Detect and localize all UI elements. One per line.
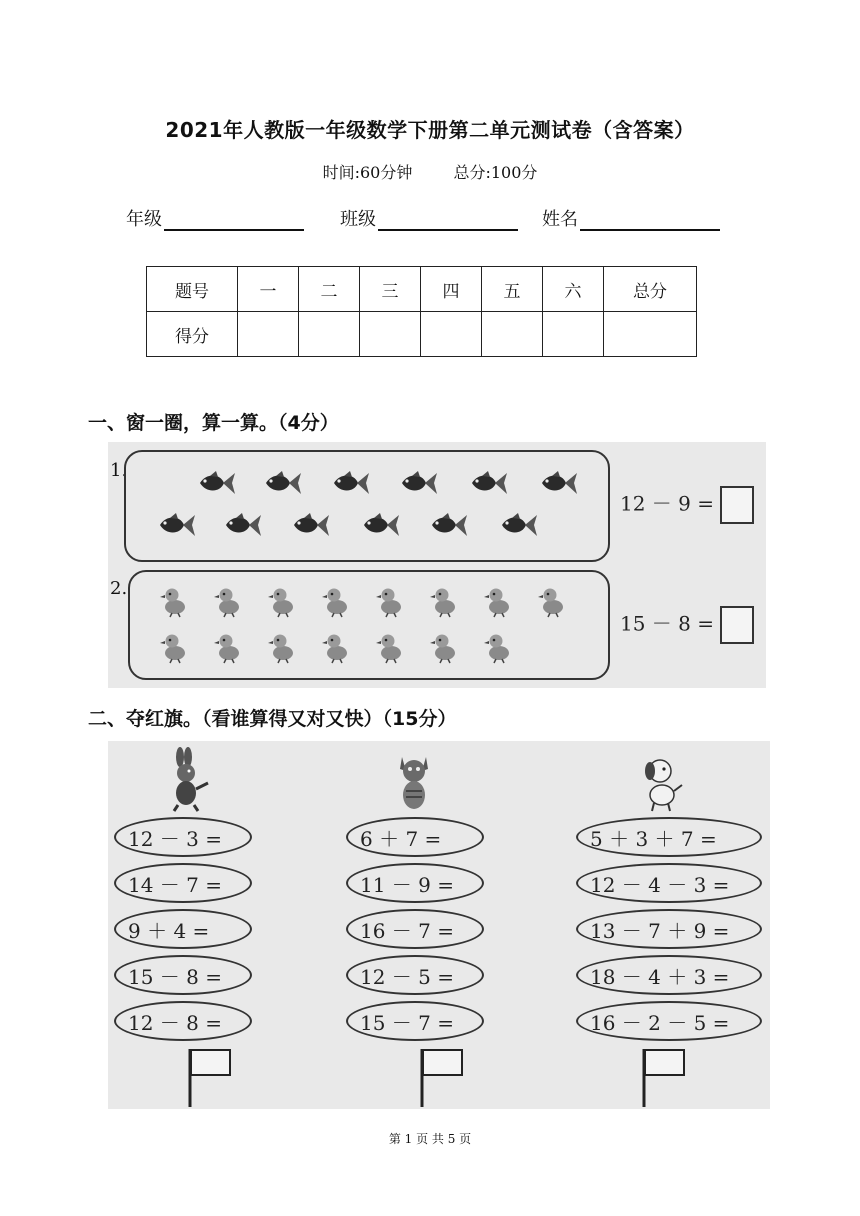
- header-cell: 一: [238, 267, 299, 312]
- problem-oval[interactable]: 18 － 4 ＋ 3 =: [576, 955, 762, 995]
- duck-icon: [212, 584, 246, 618]
- problem-oval[interactable]: 11 － 9 =: [346, 863, 484, 903]
- grade-label: 年级: [126, 209, 162, 230]
- score-table-score-row: [147, 312, 697, 357]
- equation-2: [620, 606, 754, 644]
- equation-1: [620, 486, 754, 524]
- duck-icon: [374, 584, 408, 618]
- duck-icon: [266, 584, 300, 618]
- class-label: 班级: [340, 209, 376, 230]
- fish-group-box: [124, 450, 610, 562]
- problem-oval[interactable]: 13 － 7 ＋ 9 =: [576, 909, 762, 949]
- duck-icon: [482, 584, 516, 618]
- equation-text: 12 － 9 =: [620, 491, 715, 516]
- score-cell[interactable]: [543, 312, 604, 357]
- grade-blank[interactable]: [164, 209, 304, 231]
- duck-icon: [428, 630, 462, 664]
- duck-icon: [320, 584, 354, 618]
- problem-oval[interactable]: 12 － 4 － 3 =: [576, 863, 762, 903]
- fish-icon: [262, 470, 302, 496]
- fish-icon: [330, 470, 370, 496]
- fish-icon: [498, 512, 538, 538]
- section-1-heading: 一、窗一圈，算一算。（4分）: [88, 412, 339, 434]
- duck-icon: [158, 630, 192, 664]
- fish-icon: [538, 470, 578, 496]
- name-blank[interactable]: [580, 209, 720, 231]
- problem-oval[interactable]: 6 ＋ 7 =: [346, 817, 484, 857]
- score-table: [146, 266, 697, 357]
- total-score: 总分:100分: [453, 163, 538, 182]
- problem-oval[interactable]: 15 － 7 =: [346, 1001, 484, 1041]
- problem-oval[interactable]: 12 － 3 =: [114, 817, 252, 857]
- duck-icon: [374, 630, 408, 664]
- header-cell: 四: [421, 267, 482, 312]
- duck-icon: [320, 630, 354, 664]
- score-cell[interactable]: [604, 312, 697, 357]
- problem-oval[interactable]: 9 ＋ 4 =: [114, 909, 252, 949]
- name-field: [542, 205, 720, 231]
- problem-oval[interactable]: 12 － 5 =: [346, 955, 484, 995]
- header-cell: 总分: [604, 267, 697, 312]
- row-label: 得分: [147, 312, 238, 357]
- fish-icon: [360, 512, 400, 538]
- duck-icon: [158, 584, 192, 618]
- problem-oval[interactable]: 16 － 2 － 5 =: [576, 1001, 762, 1041]
- fish-icon: [428, 512, 468, 538]
- row-number: 2.: [110, 578, 128, 599]
- rabbit-icon: [156, 747, 216, 813]
- answer-box[interactable]: [720, 486, 754, 524]
- fish-icon: [398, 470, 438, 496]
- header-cell: 题号: [147, 267, 238, 312]
- fish-icon: [290, 512, 330, 538]
- fish-icon: [156, 512, 196, 538]
- class-field: [340, 205, 518, 231]
- fish-icon: [468, 470, 508, 496]
- score-cell[interactable]: [238, 312, 299, 357]
- cat-icon: [384, 747, 444, 813]
- section-2-heading: 二、夺红旗。（看谁算得又对又快）（15分）: [88, 708, 457, 730]
- section-2-photo: [108, 741, 770, 1109]
- header-cell: 二: [299, 267, 360, 312]
- header-cell: 六: [543, 267, 604, 312]
- problem-oval[interactable]: 5 ＋ 3 ＋ 7 =: [576, 817, 762, 857]
- score-cell[interactable]: [299, 312, 360, 357]
- class-blank[interactable]: [378, 209, 518, 231]
- duck-icon: [212, 630, 246, 664]
- problem-oval[interactable]: 16 － 7 =: [346, 909, 484, 949]
- score-cell[interactable]: [360, 312, 421, 357]
- duck-icon: [266, 630, 300, 664]
- problem-oval[interactable]: 12 － 8 =: [114, 1001, 252, 1041]
- row-number: 1.: [110, 460, 128, 481]
- page-title: 2021年人教版一年级数学下册第二单元测试卷（含答案）: [165, 118, 695, 142]
- duck-icon: [536, 584, 570, 618]
- flag-icon: [416, 1045, 468, 1107]
- flag-icon: [184, 1045, 236, 1107]
- grade-field: [126, 205, 304, 231]
- score-table-header-row: [147, 267, 697, 312]
- score-cell[interactable]: [421, 312, 482, 357]
- time-limit: 时间:60分钟: [322, 163, 413, 182]
- answer-box[interactable]: [720, 606, 754, 644]
- duck-icon: [428, 584, 462, 618]
- header-cell: 三: [360, 267, 421, 312]
- fish-icon: [222, 512, 262, 538]
- fish-icon: [196, 470, 236, 496]
- dog-icon: [628, 747, 688, 813]
- exam-info: [0, 160, 860, 183]
- score-cell[interactable]: [482, 312, 543, 357]
- equation-text: 15 － 8 =: [620, 611, 715, 636]
- flag-icon: [638, 1045, 690, 1107]
- problem-oval[interactable]: 14 － 7 =: [114, 863, 252, 903]
- section-1-photo: [108, 442, 766, 688]
- name-label: 姓名: [542, 209, 578, 230]
- duck-icon: [482, 630, 516, 664]
- problem-oval[interactable]: 15 － 8 =: [114, 955, 252, 995]
- page-footer: 第 1 页 共 5 页: [388, 1132, 472, 1146]
- header-cell: 五: [482, 267, 543, 312]
